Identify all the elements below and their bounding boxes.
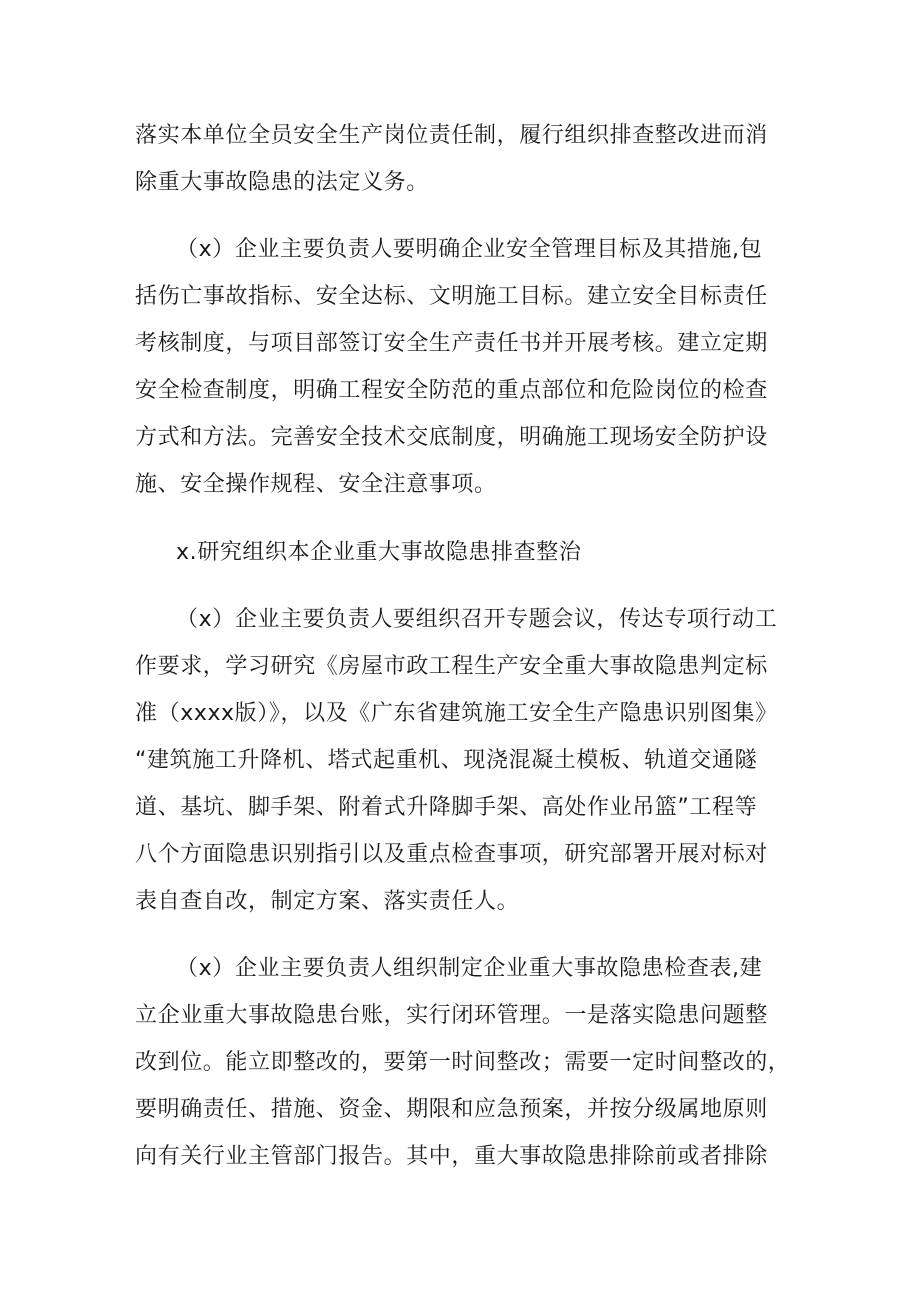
paragraph-line: 向有关行业主管部门报告。其中，重大事故隐患排除前或者排除 — [135, 1144, 768, 1169]
paragraph-line: “建筑施工升降机、塔式起重机、现浇混凝土模板、轨道交通隧 — [135, 748, 758, 773]
paragraph-line: 安全检查制度，明确工程安全防范的重点部位和危险岗位的检查 — [135, 378, 768, 403]
paragraph-line: 道、基坑、脚手架、附着式升降脚手架、高处作业吊篮”工程等 — [135, 795, 758, 820]
paragraph-line: 八个方面隐患识别指引以及重点检查事项，研究部署开展对标对 — [135, 842, 768, 867]
paragraph-line: （x）企业主要负责人要明确企业安全管理目标及其措施,包 — [176, 237, 763, 262]
paragraph-line: 准（xxxx版）》，以及《广东省建筑施工安全生产隐患识别图集》 — [135, 701, 778, 726]
paragraph-line: 方式和方法。完善安全技术交底制度，明确施工现场安全防护设 — [135, 425, 768, 450]
paragraph-line: 落实本单位全员安全生产岗位责任制，履行组织排查整改进而消 — [135, 123, 768, 148]
paragraph-line: （x）企业主要负责人组织制定企业重大事故隐患检查表,建 — [176, 956, 763, 981]
section-heading: x.研究组织本企业重大事故隐患排查整治 — [176, 540, 582, 565]
paragraph-line: 改到位。能立即整改的，要第一时间整改；需要一定时间整改的， — [135, 1050, 791, 1075]
paragraph-line: 表自查自改，制定方案、落实责任人。 — [135, 889, 520, 914]
paragraph-line: 要明确责任、措施、资金、期限和应急预案，并按分级属地原则 — [135, 1097, 768, 1122]
paragraph-line: 立企业重大事故隐患台账，实行闭环管理。一是落实隐患问题整 — [135, 1003, 768, 1028]
paragraph-line: （x）企业主要负责人要组织召开专题会议，传达专项行动工 — [176, 607, 778, 632]
paragraph-line: 括伤亡事故指标、安全达标、文明施工目标。建立安全目标责任 — [135, 284, 768, 309]
paragraph-line: 除重大事故隐患的法定义务。 — [135, 170, 429, 195]
paragraph-line: 施、安全操作规程、安全注意事项。 — [135, 472, 497, 497]
paragraph-line: 考核制度，与项目部签订安全生产责任书并开展考核。建立定期 — [135, 331, 768, 356]
paragraph-line: 作要求，学习研究《房屋市政工程生产安全重大事故隐患判定标 — [135, 654, 768, 679]
